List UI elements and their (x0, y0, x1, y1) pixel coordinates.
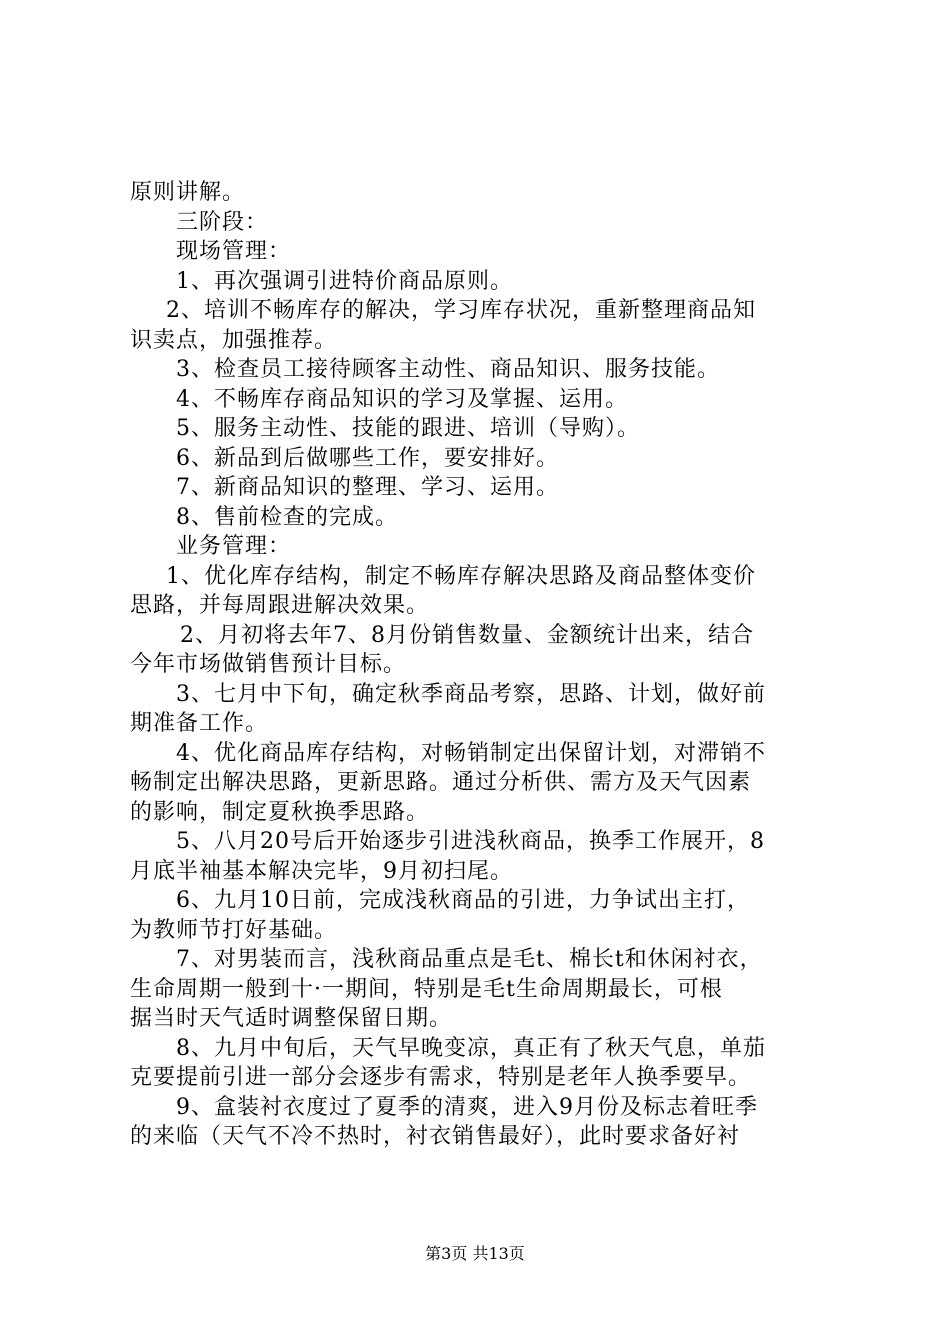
text-line: 月底半袖基本解决完毕，9月初扫尾。 (130, 858, 513, 884)
section-heading: 现场管理： (176, 239, 292, 264)
text-line: 思路，并每周跟进解决效果。 (130, 593, 430, 618)
document-body (130, 178, 842, 1152)
text-line: 三阶段： (176, 209, 269, 235)
text-line: 2、培训不畅库存的解决，学习库存状况，重新整理商品知 (166, 298, 756, 323)
text-line: 1、优化库存结构，制定不畅库存解决思路及商品整体变价 (166, 563, 756, 589)
text-line: 的来临（天气不冷不热时，衬衣销售最好），此时要求备好衬 (130, 1124, 741, 1149)
text-line: 期准备工作。 (130, 711, 269, 736)
page-number-label: 第3页 共13页 (425, 1244, 525, 1263)
text-line: 8、售前检查的完成。 (176, 504, 398, 530)
text-line: 7、对男装而言，浅秋商品重点是毛t、棉长t和休闲衬衣， (176, 947, 763, 972)
page-footer (0, 1244, 950, 1264)
text-line: 克要提前引进一部分会逐步有需求，特别是老年人换季要早。 (130, 1065, 752, 1090)
text-line: 3、七月中下旬，确定秋季商品考察，思路、计划，做好前 (176, 681, 766, 707)
text-line: 4、不畅库存商品知识的学习及掌握、运用。 (176, 386, 628, 412)
text-line: 8、九月中旬后，天气早晚变凉，真正有了秋天气息，单茄 (176, 1035, 766, 1061)
text-line: 5、服务主动性、技能的跟进、培训（导购）。 (176, 416, 640, 441)
text-line: 畅制定出解决思路，更新思路。通过分析供、需方及天气因素 (130, 770, 752, 795)
text-line: 识卖点，加强推荐。 (130, 327, 338, 353)
text-line: 为教师节打好基础。 (130, 917, 338, 943)
text-line: 今年市场做销售预计目标。 (130, 652, 407, 677)
text-line: 原则讲解。 (130, 180, 246, 205)
text-line: 生命周期一般到十·一期间，特别是毛t生命周期最长，可根 (130, 976, 723, 1002)
section-heading: 业务管理： (176, 534, 292, 559)
text-line: 的影响，制定夏秋换季思路。 (130, 799, 430, 825)
text-line: 6、九月10日前，完成浅秋商品的引进，力争试出主打， (176, 888, 750, 913)
text-line: 1、再次强调引进特价商品原则。 (176, 268, 513, 294)
text-line: 2、月初将去年7、8月份销售数量、金额统计出来，结合 (180, 622, 754, 648)
text-line: 据当时天气适时调整保留日期。 (130, 1006, 453, 1031)
text-line: 5、八月20号后开始逐步引进浅秋商品，换季工作展开，8 (176, 829, 765, 854)
text-line: 9、盒装衬衣度过了夏季的清爽，进入9月份及标志着旺季 (176, 1094, 758, 1120)
text-line: 6、新品到后做哪些工作，要安排好。 (176, 445, 559, 471)
text-line: 4、优化商品库存结构，对畅销制定出保留计划，对滞销不 (176, 740, 766, 766)
text-line: 7、新商品知识的整理、学习、运用。 (176, 475, 559, 500)
text-line: 3、检查员工接待顾客主动性、商品知识、服务技能。 (176, 357, 720, 382)
